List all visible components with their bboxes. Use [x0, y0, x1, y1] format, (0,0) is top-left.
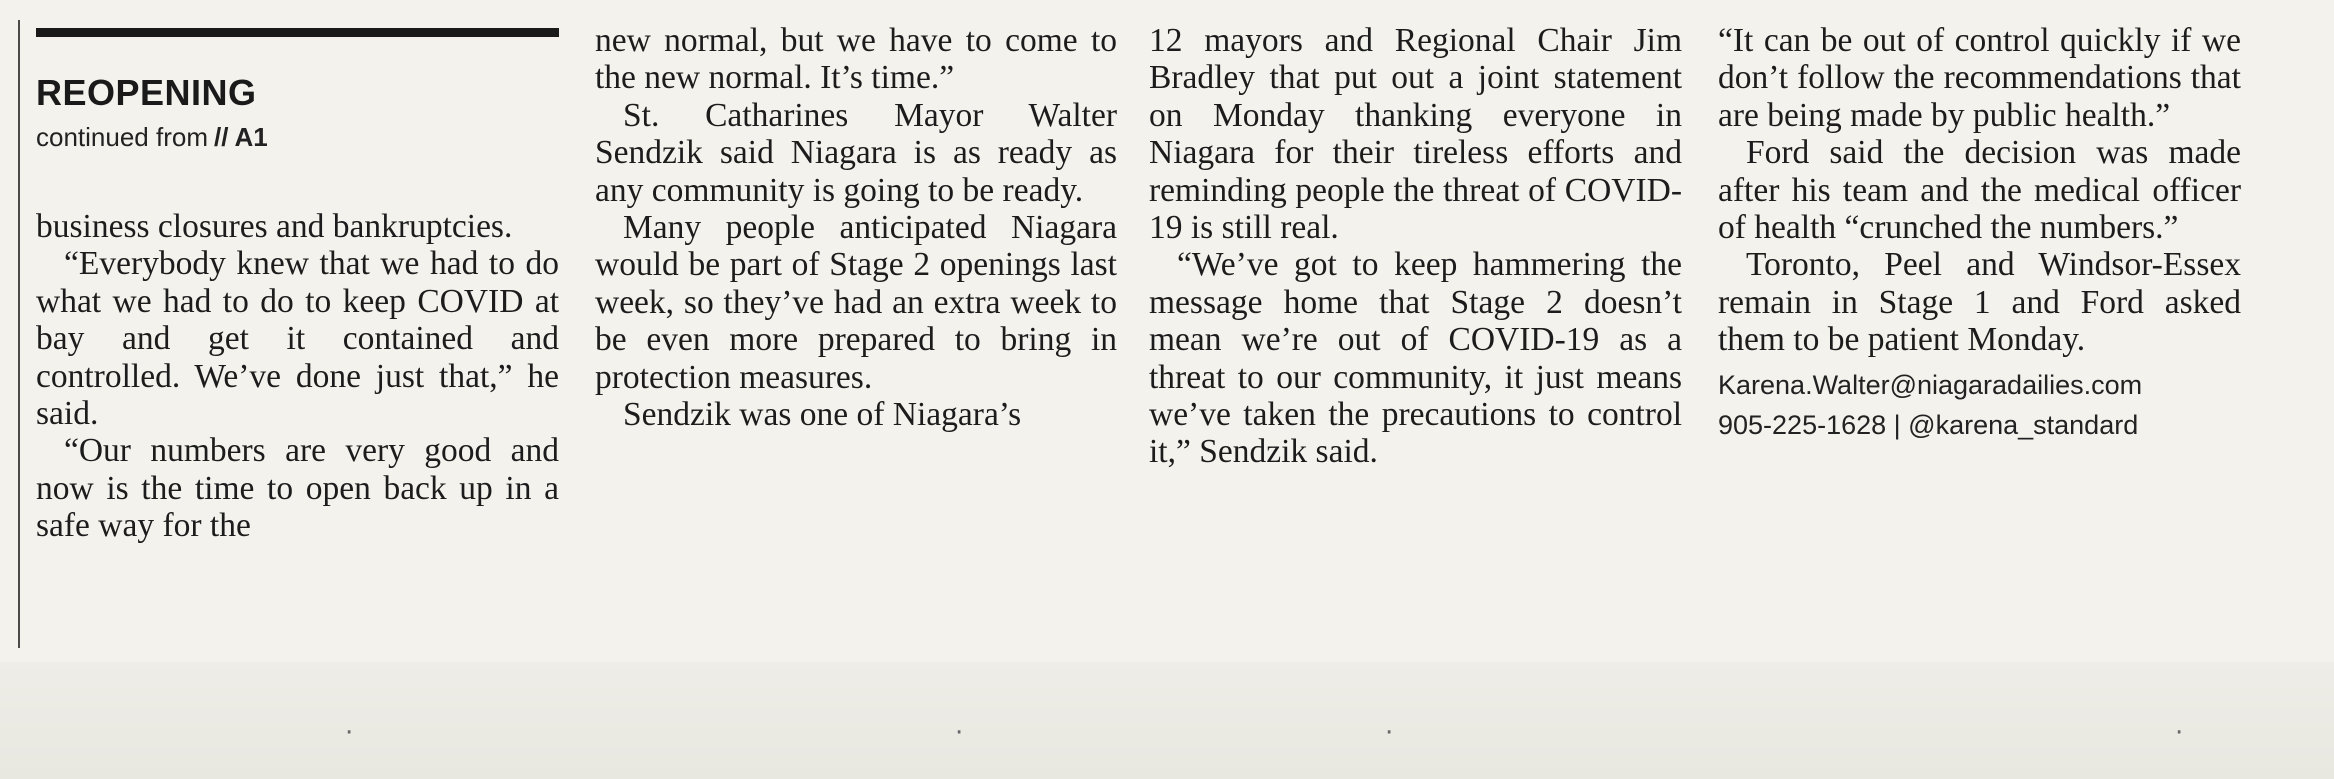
paragraph: St. Catharines Mayor Walter Sendzik said Niagara is as ready as any community is going to be ready.: [595, 96, 1117, 209]
article-column-3: [1149, 22, 1682, 471]
byline-contact: 905-225-1628 | @karena_standard: [1718, 409, 2139, 440]
paragraph: business closures and bankruptcies.: [36, 208, 513, 245]
paragraph: new normal, but we have to come to the new normal. It’s time.”: [595, 22, 1117, 97]
paragraph: “We’ve got to keep hammering the message home that Stage 2 doesn’t mean we’re out of COVID-19 as a threat to our community, it just means we’ve taken the precautions to control it,” Sendzik said.: [1149, 246, 1682, 471]
section-rule: [36, 28, 559, 37]
print-speck: ·: [1385, 718, 1394, 748]
print-speck: ·: [345, 718, 354, 748]
print-speck: ·: [955, 718, 964, 748]
paragraph: 12 mayors and Regional Chair Jim Bradley that put out a joint statement on Monday thanking everyone in Niagara for their tireless efforts and reminding people the threat of COVID-19 is still real.: [1149, 22, 1682, 247]
paragraph: Many people anticipated Niagara would be part of Stage 2 openings last week, so they’ve had an extra week to be even more prepared to bring in protection measures.: [595, 209, 1117, 396]
column-rule-left: [18, 20, 20, 648]
print-speck: ·: [2175, 718, 2184, 748]
byline-email: Karena.Walter@niagaradailies.com: [1718, 369, 2143, 400]
section-kicker: REOPENING: [36, 72, 257, 113]
paragraph: “Everybody knew that we had to do what we had to do to keep COVID at bay and get it contained and controlled. We’ve done just that,” he said.: [36, 245, 559, 433]
paragraph: Sendzik was one of Niagara’s: [623, 396, 1022, 434]
jump-separator: //: [213, 122, 229, 152]
jump-prefix: continued from: [36, 122, 208, 152]
jump-line: [36, 122, 268, 153]
paragraph: “It can be out of control quickly if we don’t follow the recommendations that are being made by public health.”: [1718, 22, 2241, 134]
jump-page: A1: [234, 122, 268, 152]
paragraph: Ford said the decision was made after his team and the medical officer of health “crunched the numbers.”: [1718, 134, 2241, 247]
paragraph: Toronto, Peel and Windsor-Essex remain in Stage 1 and Ford asked them to be patient Monday.: [1718, 246, 2241, 359]
article-column-4: [1718, 22, 2241, 445]
paragraph: “Our numbers are very good and now is the time to open back up in a safe way for the: [36, 432, 559, 545]
article-column-1: [36, 208, 559, 545]
article-column-2: [595, 22, 1117, 433]
